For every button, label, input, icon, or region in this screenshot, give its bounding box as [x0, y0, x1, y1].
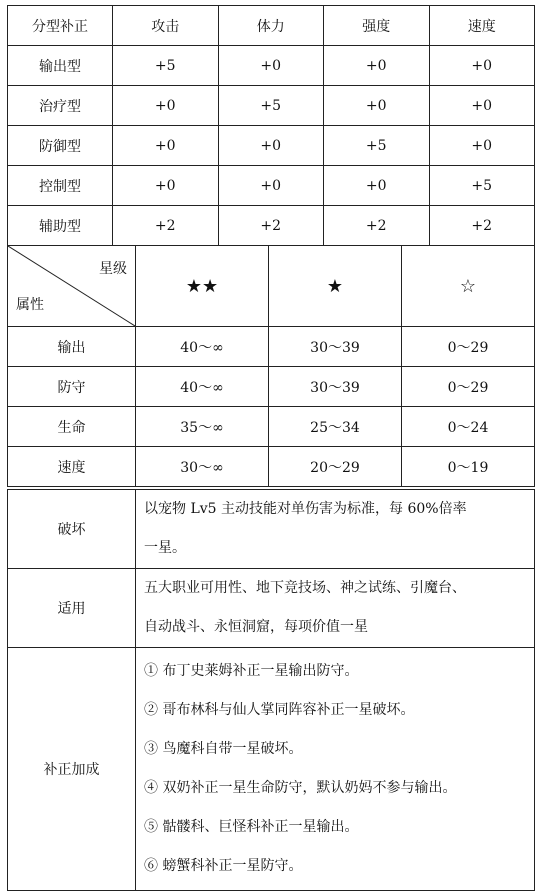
cell-value: 30～39 — [269, 367, 402, 407]
row-label: 适用 — [8, 569, 136, 648]
header-cell: 速度 — [429, 6, 535, 46]
cell-value: +0 — [429, 46, 535, 86]
cell-value: +0 — [218, 46, 324, 86]
cell-value: +0 — [218, 126, 324, 166]
table-row — [8, 206, 535, 246]
header-cell: 强度 — [324, 6, 430, 46]
text-line: 一星。 — [144, 540, 186, 556]
bonus-list — [136, 648, 535, 891]
cell-value: +2 — [429, 206, 535, 246]
cell-value: +0 — [324, 46, 430, 86]
table-row — [8, 490, 535, 569]
list-item: ③ 鸟魔科自带一星破坏。 — [144, 741, 303, 757]
list-item: ⑤ 骷髅科、巨怪科补正一星输出。 — [144, 819, 359, 835]
star-header-two: ★★ — [136, 246, 269, 327]
cell-value: +2 — [113, 206, 219, 246]
row-label: 生命 — [8, 407, 136, 447]
corner-label-attr: 属性 — [16, 297, 44, 313]
table-row — [8, 407, 535, 447]
type-correction-table — [7, 5, 535, 246]
row-label: 速度 — [8, 447, 136, 487]
cell-value: +0 — [113, 126, 219, 166]
table-row — [8, 86, 535, 126]
cell-value: 40～∞ — [136, 327, 269, 367]
cell-value: +5 — [113, 46, 219, 86]
list-item: ② 哥布林科与仙人掌同阵容补正一星破坏。 — [144, 702, 415, 718]
header-cell: 攻击 — [113, 6, 219, 46]
cell-value: +0 — [429, 126, 535, 166]
destroy-description — [136, 490, 535, 569]
row-label: 控制型 — [8, 166, 113, 206]
cell-value: 0～19 — [402, 447, 535, 487]
row-label: 防守 — [8, 367, 136, 407]
cell-value: +2 — [218, 206, 324, 246]
star-rating-table — [7, 245, 535, 487]
list-item: ① 布丁史莱姆补正一星输出防守。 — [144, 663, 359, 679]
row-label: 补正加成 — [8, 648, 136, 891]
list-item: ⑥ 螃蟹科补正一星防守。 — [144, 858, 303, 874]
table-row — [8, 46, 535, 86]
row-label: 辅助型 — [8, 206, 113, 246]
cell-value: 0～29 — [402, 327, 535, 367]
table-row — [8, 126, 535, 166]
cell-value: +0 — [218, 166, 324, 206]
table-row — [8, 569, 535, 648]
star-header-zero: ☆ — [402, 246, 535, 327]
cell-value: +5 — [429, 166, 535, 206]
cell-value: +0 — [113, 86, 219, 126]
cell-value: +2 — [324, 206, 430, 246]
diagonal-corner-cell — [8, 246, 136, 327]
cell-value: +0 — [429, 86, 535, 126]
cell-value: 40～∞ — [136, 367, 269, 407]
cell-value: 0～29 — [402, 367, 535, 407]
row-label: 防御型 — [8, 126, 113, 166]
star-header-row — [8, 246, 535, 327]
corner-label-star: 星级 — [99, 261, 127, 277]
header-cell: 分型补正 — [8, 6, 113, 46]
text-line: 以宠物 Lv5 主动技能对单伤害为标准，每 60%倍率 — [144, 501, 467, 517]
cell-value: 20～29 — [269, 447, 402, 487]
table-row — [8, 327, 535, 367]
row-label: 破坏 — [8, 490, 136, 569]
list-item: ④ 双奶补正一星生命防守，默认奶妈不参与输出。 — [144, 780, 457, 796]
table-row — [8, 166, 535, 206]
text-line: 五大职业可用性、地下竞技场、神之试练、引魔台、 — [144, 580, 466, 596]
header-cell: 体力 — [218, 6, 324, 46]
notes-table — [7, 489, 535, 891]
cell-value: 30～39 — [269, 327, 402, 367]
row-label: 输出 — [8, 327, 136, 367]
cell-value: +5 — [324, 126, 430, 166]
cell-value: +0 — [324, 86, 430, 126]
cell-value: 30～∞ — [136, 447, 269, 487]
row-label: 治疗型 — [8, 86, 113, 126]
cell-value: +5 — [218, 86, 324, 126]
cell-value: 0～24 — [402, 407, 535, 447]
table-row — [8, 367, 535, 407]
cell-value: +0 — [324, 166, 430, 206]
cell-value: +0 — [113, 166, 219, 206]
text-line: 自动战斗、永恒洞窟，每项价值一星 — [144, 619, 368, 635]
cell-value: 25～34 — [269, 407, 402, 447]
table-row — [8, 447, 535, 487]
row-label: 输出型 — [8, 46, 113, 86]
cell-value: 35～∞ — [136, 407, 269, 447]
star-header-one: ★ — [269, 246, 402, 327]
table-row — [8, 648, 535, 891]
apply-description — [136, 569, 535, 648]
table-header-row — [8, 6, 535, 46]
